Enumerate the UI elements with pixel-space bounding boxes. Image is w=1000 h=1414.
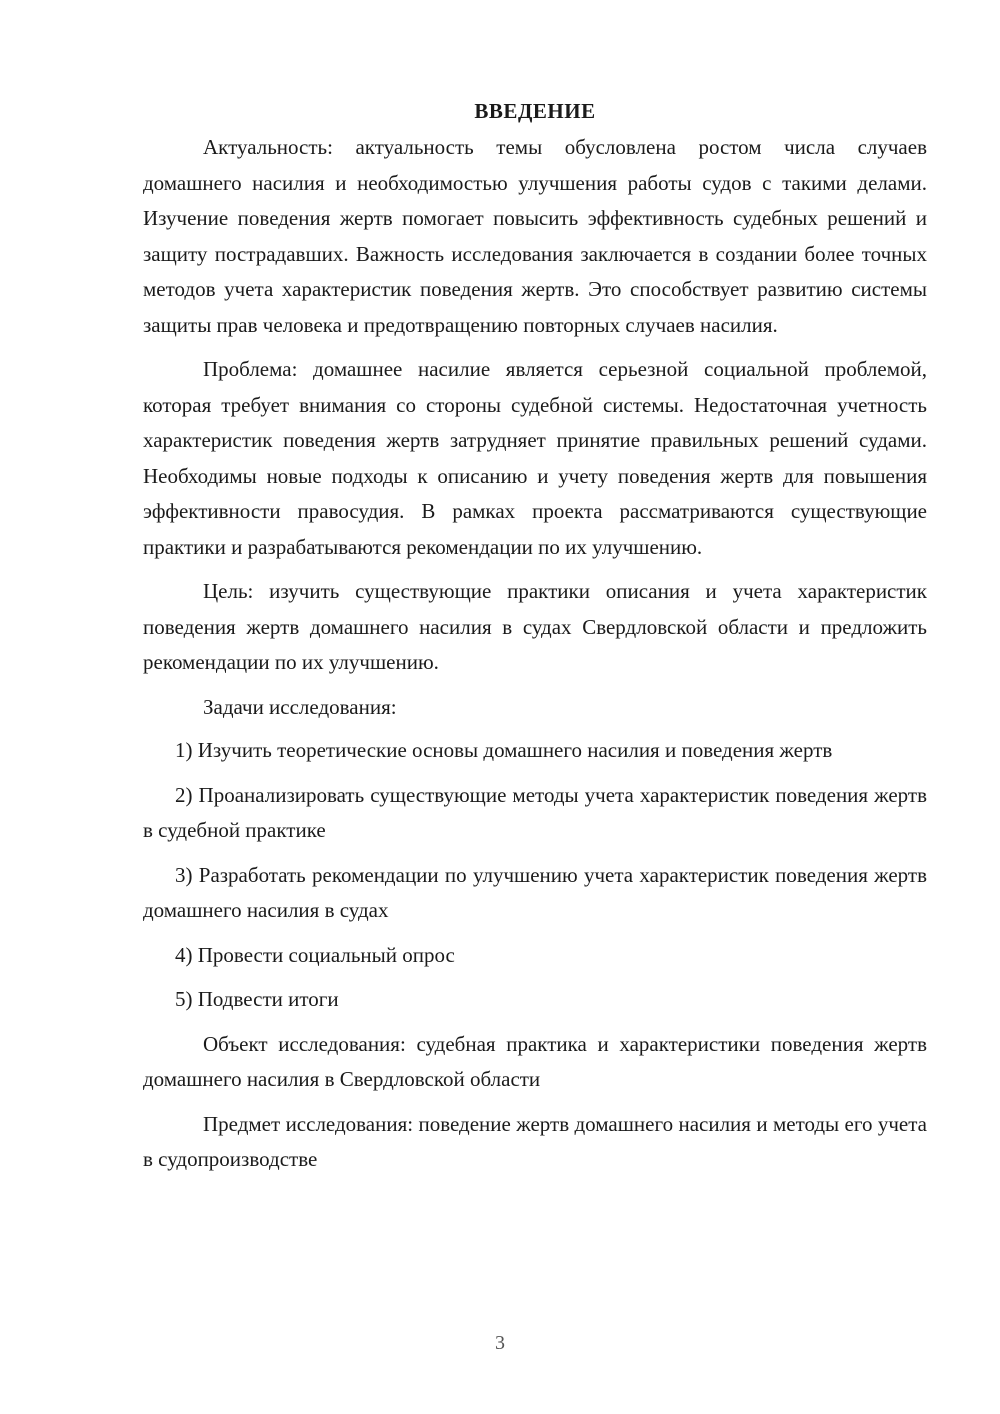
task-item-2: 2) Проанализировать существующие методы учета характеристик поведения жертв в судебной практике [143, 782, 927, 842]
task-item-1: 1) Изучить теоретические основы домашнего насилия и поведения жертв [175, 738, 833, 762]
relevance-paragraph: Актуальность: актуальность темы обусловлена ростом числа случаев домашнего насилия и необходимостью улучшения работы судов с такими делами. Изучение поведения жертв помогает повысить эффективность судебных решений и защиту пострадавших. Важность исследования заключается в создании более точных методов учета характеристик поведения жертв. Это способствует развитию системы защиты прав человека и предотвращению повторных случаев насилия. [143, 135, 927, 337]
problem-paragraph: Проблема: домашнее насилие является серьезной социальной проблемой, которая требует внимания со стороны судебной системы. Недостаточная учетность характеристик поведения жертв затрудняет принятие правильных решений судами. Необходимы новые подходы к описанию и учету поведения жертв для повышения эффективности правосудия. В рамках проекта рассматриваются существующие практики и разрабатываются рекомендации по их улучшению. [143, 357, 927, 559]
task-item-5: 5) Подвести итоги [175, 987, 339, 1011]
object-paragraph: Объект исследования: судебная практика и характеристики поведения жертв домашнего насилия в Свердловской области [143, 1031, 927, 1091]
page-title: ВВЕДЕНИЕ [474, 99, 596, 123]
tasks-heading: Задачи исследования: [203, 694, 397, 719]
document-page [143, 96, 927, 1187]
task-item-3: 3) Разработать рекомендации по улучшению учета характеристик поведения жертв домашнего насилия в судах [143, 862, 927, 922]
goal-paragraph: Цель: изучить существующие практики описания и учета характеристик поведения жертв домашнего насилия в судах Свердловской области и предложить рекомендации по их улучшению. [143, 579, 927, 674]
page-number: 3 [495, 1332, 505, 1354]
task-item-4: 4) Провести социальный опрос [175, 942, 455, 967]
subject-paragraph: Предмет исследования: поведение жертв домашнего насилия и методы его учета в судопроизводстве [143, 1111, 927, 1171]
